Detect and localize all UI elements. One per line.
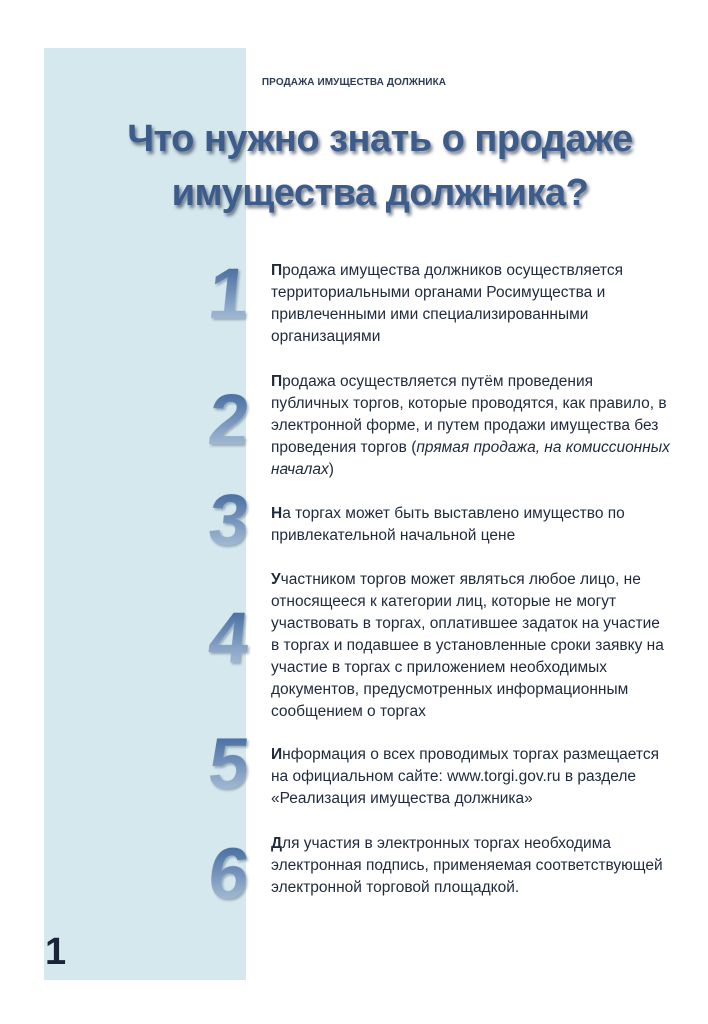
page-title-line-1: Что нужно знать о продаже	[127, 118, 633, 160]
item-number-3: 3	[196, 484, 262, 556]
item-text-2	[271, 371, 671, 481]
item-initial-letter: П	[271, 373, 283, 390]
page-number: 1	[45, 931, 67, 973]
item-number-1: 1	[196, 258, 262, 330]
item-body-text: родажа осуществляется путём проведения публичных торгов, которые проводятся, как правило, в электронной форме, и путем продажи имущества без проведения торгов (	[271, 373, 667, 456]
item-number-4: 4	[196, 602, 262, 674]
item-text-3	[271, 503, 671, 547]
item-text-1	[271, 260, 671, 348]
item-body-text: ля участия в электронных торгах необходима электронная подпись, применяемая соответствующей электронной торговой площадкой.	[271, 835, 663, 896]
item-body-text: а торгах может быть выставлено имущество по привлекательной начальной цене	[271, 505, 625, 544]
item-initial-letter: Н	[271, 505, 283, 522]
item-initial-letter: И	[271, 746, 283, 763]
page-title	[80, 112, 680, 220]
item-body-text: родажа имущества должников осуществляется территориальными органами Росимущества и привлеченными ими специализированными организациями	[271, 262, 624, 345]
item-text-4	[271, 569, 671, 723]
item-body-text: нформация о всех проводимых торгах размещается на официальном сайте: www.torgi.gov.ru в разделе «Реализация имущества должника»	[271, 746, 659, 807]
item-number-5: 5	[196, 728, 262, 800]
item-initial-letter: Д	[271, 835, 283, 852]
item-body-text: частником торгов может являться любое лицо, не относящееся к категории лиц, которые не могут участвовать в торгах, оплатившее задаток на участие в торгах и подавшее в установленные сроки заявку на участие в торгах с приложением необходимых документов, предусмотренных информационным сообщением о торгах	[271, 571, 664, 720]
running-header: ПРОДАЖА ИМУЩЕСТВА ДОЛЖНИКА	[261, 77, 447, 88]
item-note-italic: прямая продажа, на комиссионных началах	[271, 439, 670, 478]
item-text-5	[271, 744, 671, 810]
item-text-6	[271, 833, 671, 899]
item-initial-letter: П	[271, 262, 283, 279]
item-closing-paren: )	[328, 461, 334, 478]
item-number-6: 6	[196, 838, 262, 910]
page-title-line-2: имущества должника?	[171, 172, 589, 214]
item-initial-letter: У	[271, 571, 281, 588]
item-number-2: 2	[196, 384, 262, 456]
